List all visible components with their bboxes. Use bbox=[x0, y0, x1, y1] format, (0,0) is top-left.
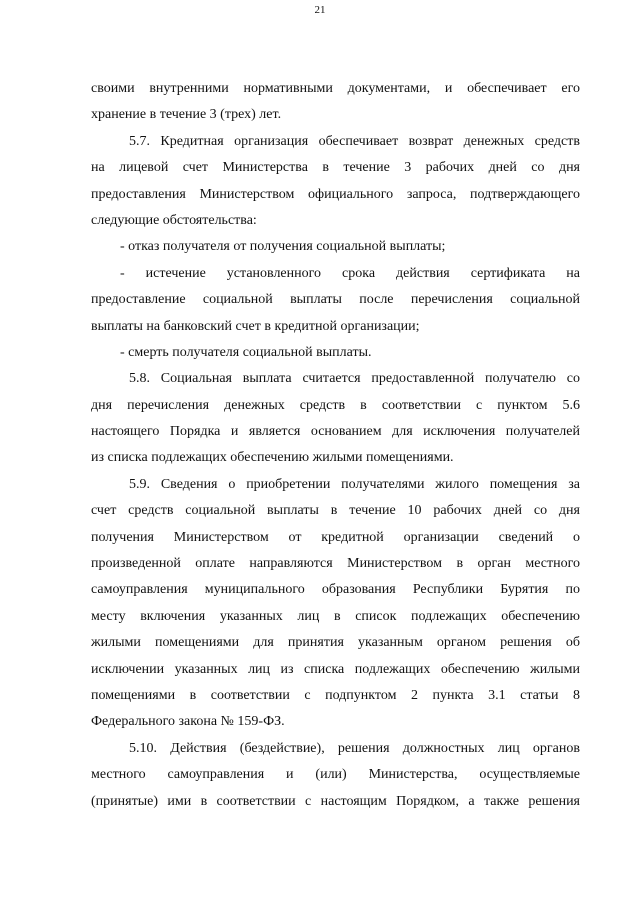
text-line: Федерального закона № 159-ФЗ. bbox=[91, 714, 285, 730]
text-line: исключении указанных лиц из списка подлежащих обеспечению жилыми bbox=[91, 661, 580, 677]
text-line: произведенной оплате направляются Министерством в орган местного bbox=[91, 556, 580, 572]
text-line: жилыми помещениями для принятия указанным органом решения об bbox=[91, 635, 580, 651]
text-line: самоуправления муниципального образования Республики Бурятия по bbox=[91, 582, 580, 598]
document-body bbox=[91, 76, 580, 815]
text-line: получения Министерством от кредитной организации сведений о bbox=[91, 529, 580, 545]
text-line: своими внутренними нормативными документами, и обеспечивает его bbox=[91, 81, 580, 96]
text-line: выплаты на банковский счет в кредитной организации; bbox=[91, 318, 420, 334]
text-line: - смерть получателя социальной выплаты. bbox=[120, 344, 372, 360]
text-line: предоставление социальной выплаты после перечисления социальной bbox=[91, 292, 580, 308]
text-line: - истечение установленного срока действия сертификата на bbox=[120, 265, 580, 281]
text-line: месту включения указанных лиц в список подлежащих обеспечению bbox=[91, 608, 580, 624]
text-line: предоставления Министерством официального запроса, подтверждающего bbox=[91, 186, 580, 202]
text-line: помещениями в соответствии с подпунктом 2 пункта 3.1 статьи 8 bbox=[91, 687, 580, 703]
text-line: настоящего Порядка и является основанием для исключения получателей bbox=[91, 424, 580, 440]
text-line: на лицевой счет Министерства в течение 3 рабочих дней со дня bbox=[91, 160, 580, 176]
text-line: местного самоуправления и (или) Министерства, осуществляемые bbox=[91, 767, 580, 783]
text-line: дня перечисления денежных средств в соответствии с пунктом 5.6 bbox=[91, 397, 580, 413]
text-line: 5.9. Сведения о приобретении получателями жилого помещения за bbox=[129, 476, 580, 492]
text-line: следующие обстоятельства: bbox=[91, 212, 257, 228]
text-line: - отказ получателя от получения социальной выплаты; bbox=[120, 239, 446, 255]
text-line: счет средств социальной выплаты в течение 10 рабочих дней со дня bbox=[91, 503, 580, 519]
text-line: хранение в течение 3 (трех) лет. bbox=[91, 107, 282, 123]
text-line: 5.8. Социальная выплата считается предоставленной получателю со bbox=[129, 371, 580, 387]
text-line: 5.7. Кредитная организация обеспечивает возврат денежных средств bbox=[129, 133, 580, 149]
text-line: (принятые) ими в соответствии с настоящим Порядком, а также решения bbox=[91, 793, 580, 809]
page-number: 21 bbox=[314, 4, 326, 16]
text-line: из списка подлежащих обеспечению жилыми помещениями. bbox=[91, 450, 454, 466]
text-line: 5.10. Действия (бездействие), решения должностных лиц органов bbox=[129, 740, 580, 756]
